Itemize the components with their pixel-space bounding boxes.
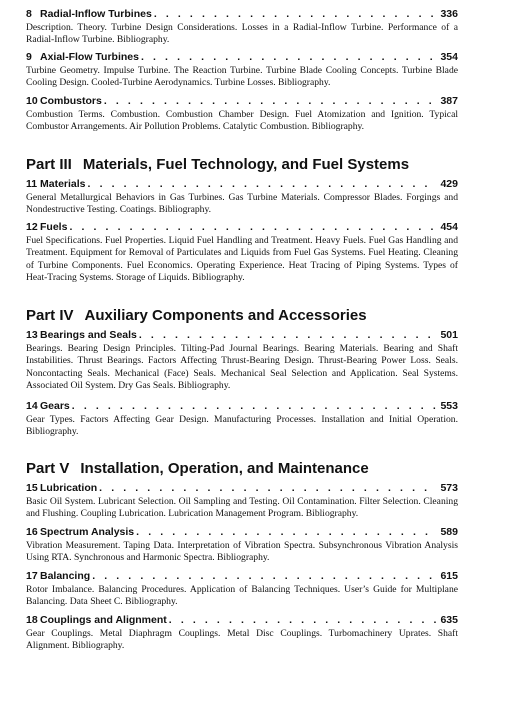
page-number[interactable]: 387 bbox=[440, 95, 458, 107]
page-number[interactable]: 454 bbox=[440, 221, 458, 233]
dot-leader bbox=[139, 329, 437, 342]
chapter-description: Basic Oil System. Lubricant Selection. Oil Sampling and Testing. Oil Contamination. Filter Selection. Cleaning and Flushing. Coupling Lubrication. Lubrication Management Program. Bibliography. bbox=[26, 496, 458, 520]
part-title: Installation, Operation, and Maintenance bbox=[80, 460, 369, 477]
toc-entry-chapter-10[interactable] bbox=[26, 95, 458, 134]
chapter-heading[interactable] bbox=[26, 95, 458, 108]
page-number[interactable]: 429 bbox=[440, 178, 458, 190]
chapter-heading[interactable] bbox=[26, 614, 458, 627]
dot-leader bbox=[72, 400, 437, 413]
chapter-description: General Metallurgical Behaviors in Gas Turbines. Gas Turbine Materials. Compressor Blades. Forgings and Nondestructive Testing. Coatings. Bibliography. bbox=[26, 192, 458, 216]
chapter-title[interactable]: Gears bbox=[40, 400, 70, 412]
chapter-heading[interactable] bbox=[26, 221, 458, 234]
chapter-title[interactable]: Couplings and Alignment bbox=[40, 614, 167, 626]
chapter-heading[interactable] bbox=[26, 400, 458, 413]
dot-leader bbox=[92, 570, 436, 583]
chapter-heading[interactable] bbox=[26, 8, 458, 21]
toc-entry-chapter-8[interactable] bbox=[26, 8, 458, 47]
chapter-number: 15 bbox=[26, 482, 38, 494]
chapter-title[interactable]: Bearings and Seals bbox=[40, 329, 137, 341]
page-number[interactable]: 635 bbox=[440, 614, 458, 626]
toc-entry-chapter-9[interactable] bbox=[26, 51, 458, 90]
toc-entry-chapter-12[interactable] bbox=[26, 221, 458, 285]
chapter-number: 14 bbox=[26, 400, 38, 412]
part-label: Part III bbox=[26, 156, 72, 173]
dot-leader bbox=[154, 8, 437, 21]
chapter-title[interactable]: Axial-Flow Turbines bbox=[40, 51, 139, 63]
chapter-title[interactable]: Spectrum Analysis bbox=[40, 526, 135, 538]
toc-entry-chapter-17[interactable] bbox=[26, 570, 458, 609]
chapter-title[interactable]: Fuels bbox=[40, 221, 68, 233]
chapter-number: 13 bbox=[26, 329, 38, 341]
chapter-title[interactable]: Materials bbox=[40, 178, 86, 190]
part-title: Materials, Fuel Technology, and Fuel Systems bbox=[82, 156, 410, 173]
dot-leader bbox=[136, 526, 436, 539]
part-heading-3 bbox=[26, 156, 409, 174]
chapter-number: 11 bbox=[26, 178, 38, 190]
dot-leader bbox=[169, 614, 437, 627]
part-heading-5 bbox=[26, 460, 369, 478]
page-number[interactable]: 501 bbox=[440, 329, 458, 341]
chapter-number: 8 bbox=[26, 8, 32, 20]
chapter-heading[interactable] bbox=[26, 570, 458, 583]
part-label: Part IV bbox=[26, 307, 74, 324]
chapter-description: Gear Couplings. Metal Diaphragm Couplings. Metal Disc Couplings. Turbomachinery Uprates. Shaft Alignment. Bibliography. bbox=[26, 628, 458, 652]
part-title: Auxiliary Components and Accessories bbox=[84, 307, 367, 324]
chapter-heading[interactable] bbox=[26, 178, 458, 191]
chapter-number: 16 bbox=[26, 526, 38, 538]
toc-entry-chapter-16[interactable] bbox=[26, 526, 458, 565]
chapter-heading[interactable] bbox=[26, 482, 458, 495]
dot-leader bbox=[69, 221, 436, 234]
chapter-description: Gear Types. Factors Affecting Gear Design. Manufacturing Processes. Installation and Initial Operation. Bibliography. bbox=[26, 414, 458, 438]
chapter-description: Combustion Terms. Combustion. Combustion Chamber Design. Fuel Atomization and Ignition. Typical Combustor Arrangements. Air Pollution Problems. Catalytic Combustion. Bibliography. bbox=[26, 109, 458, 133]
chapter-description: Fuel Specifications. Fuel Properties. Liquid Fuel Handling and Treatment. Heavy Fuels. Fuel Gas Handling and Treatment. Equipment for Removal of Particulates and Liquids from Fuel Gas Systems. Fuel Heating. Cleaning of Turbine Components. Fuel Economics. Operating Experience. Heat Tracing of Piping Systems. Types of Heat-Tracing Systems. Storage of Liquids. Bibliography. bbox=[26, 235, 458, 284]
toc-entry-chapter-18[interactable] bbox=[26, 614, 458, 653]
toc-entry-chapter-13[interactable] bbox=[26, 329, 458, 393]
chapter-description: Description. Theory. Turbine Design Considerations. Losses in a Radial-Inflow Turbine. Performance of a Radial-Inflow Turbine. Bibliography. bbox=[26, 22, 458, 46]
dot-leader bbox=[99, 482, 436, 495]
chapter-heading[interactable] bbox=[26, 329, 458, 342]
chapter-title[interactable]: Radial-Inflow Turbines bbox=[40, 8, 152, 20]
dot-leader bbox=[104, 95, 437, 108]
part-label: Part V bbox=[26, 460, 70, 477]
page-number[interactable]: 553 bbox=[440, 400, 458, 412]
chapter-description: Bearings. Bearing Design Principles. Tilting-Pad Journal Bearings. Bearing Materials. Bearing and Shaft Instabilities. Thrust Bearings. Factors Affecting Thrust-Bearing Design. Thrust-Bearing Power Loss. Seals. Noncontacting Seals. Mechanical (Face) Seals. Mechanical Seal Selection and Application. Seal Systems. Associated Oil System. Dry Gas Seals. Bibliography. bbox=[26, 343, 458, 392]
chapter-number: 10 bbox=[26, 95, 38, 107]
chapter-description: Turbine Geometry. Impulse Turbine. The Reaction Turbine. Turbine Blade Cooling Concepts. Turbine Blade Cooling Design. Cooled-Turbine Aerodynamics. Turbine Losses. Bibliography. bbox=[26, 65, 458, 89]
page-number[interactable]: 354 bbox=[440, 51, 458, 63]
dot-leader bbox=[141, 51, 436, 64]
chapter-description: Rotor Imbalance. Balancing Procedures. Application of Balancing Techniques. User’s Guide for Multiplane Balancing. Data Sheet C. Bibliography. bbox=[26, 584, 458, 608]
chapter-number: 9 bbox=[26, 51, 32, 63]
chapter-number: 18 bbox=[26, 614, 38, 626]
chapter-title[interactable]: Lubrication bbox=[40, 482, 98, 494]
toc-entry-chapter-14[interactable] bbox=[26, 400, 458, 439]
page-number[interactable]: 336 bbox=[440, 8, 458, 20]
toc-entry-chapter-15[interactable] bbox=[26, 482, 458, 521]
chapter-heading[interactable] bbox=[26, 51, 458, 64]
page-number[interactable]: 573 bbox=[440, 482, 458, 494]
chapter-number: 12 bbox=[26, 221, 38, 233]
page-number[interactable]: 589 bbox=[440, 526, 458, 538]
toc-entry-chapter-11[interactable] bbox=[26, 178, 458, 217]
part-heading-4 bbox=[26, 307, 367, 325]
chapter-title[interactable]: Combustors bbox=[40, 95, 102, 107]
page-number[interactable]: 615 bbox=[440, 570, 458, 582]
dot-leader bbox=[88, 178, 437, 191]
chapter-heading[interactable] bbox=[26, 526, 458, 539]
chapter-title[interactable]: Balancing bbox=[40, 570, 91, 582]
chapter-description: Vibration Measurement. Taping Data. Interpretation of Vibration Spectra. Subsynchronous Vibration Analysis Using RTA. Synchronous and Harmonic Spectra. Bibliography. bbox=[26, 540, 458, 564]
chapter-number: 17 bbox=[26, 570, 38, 582]
